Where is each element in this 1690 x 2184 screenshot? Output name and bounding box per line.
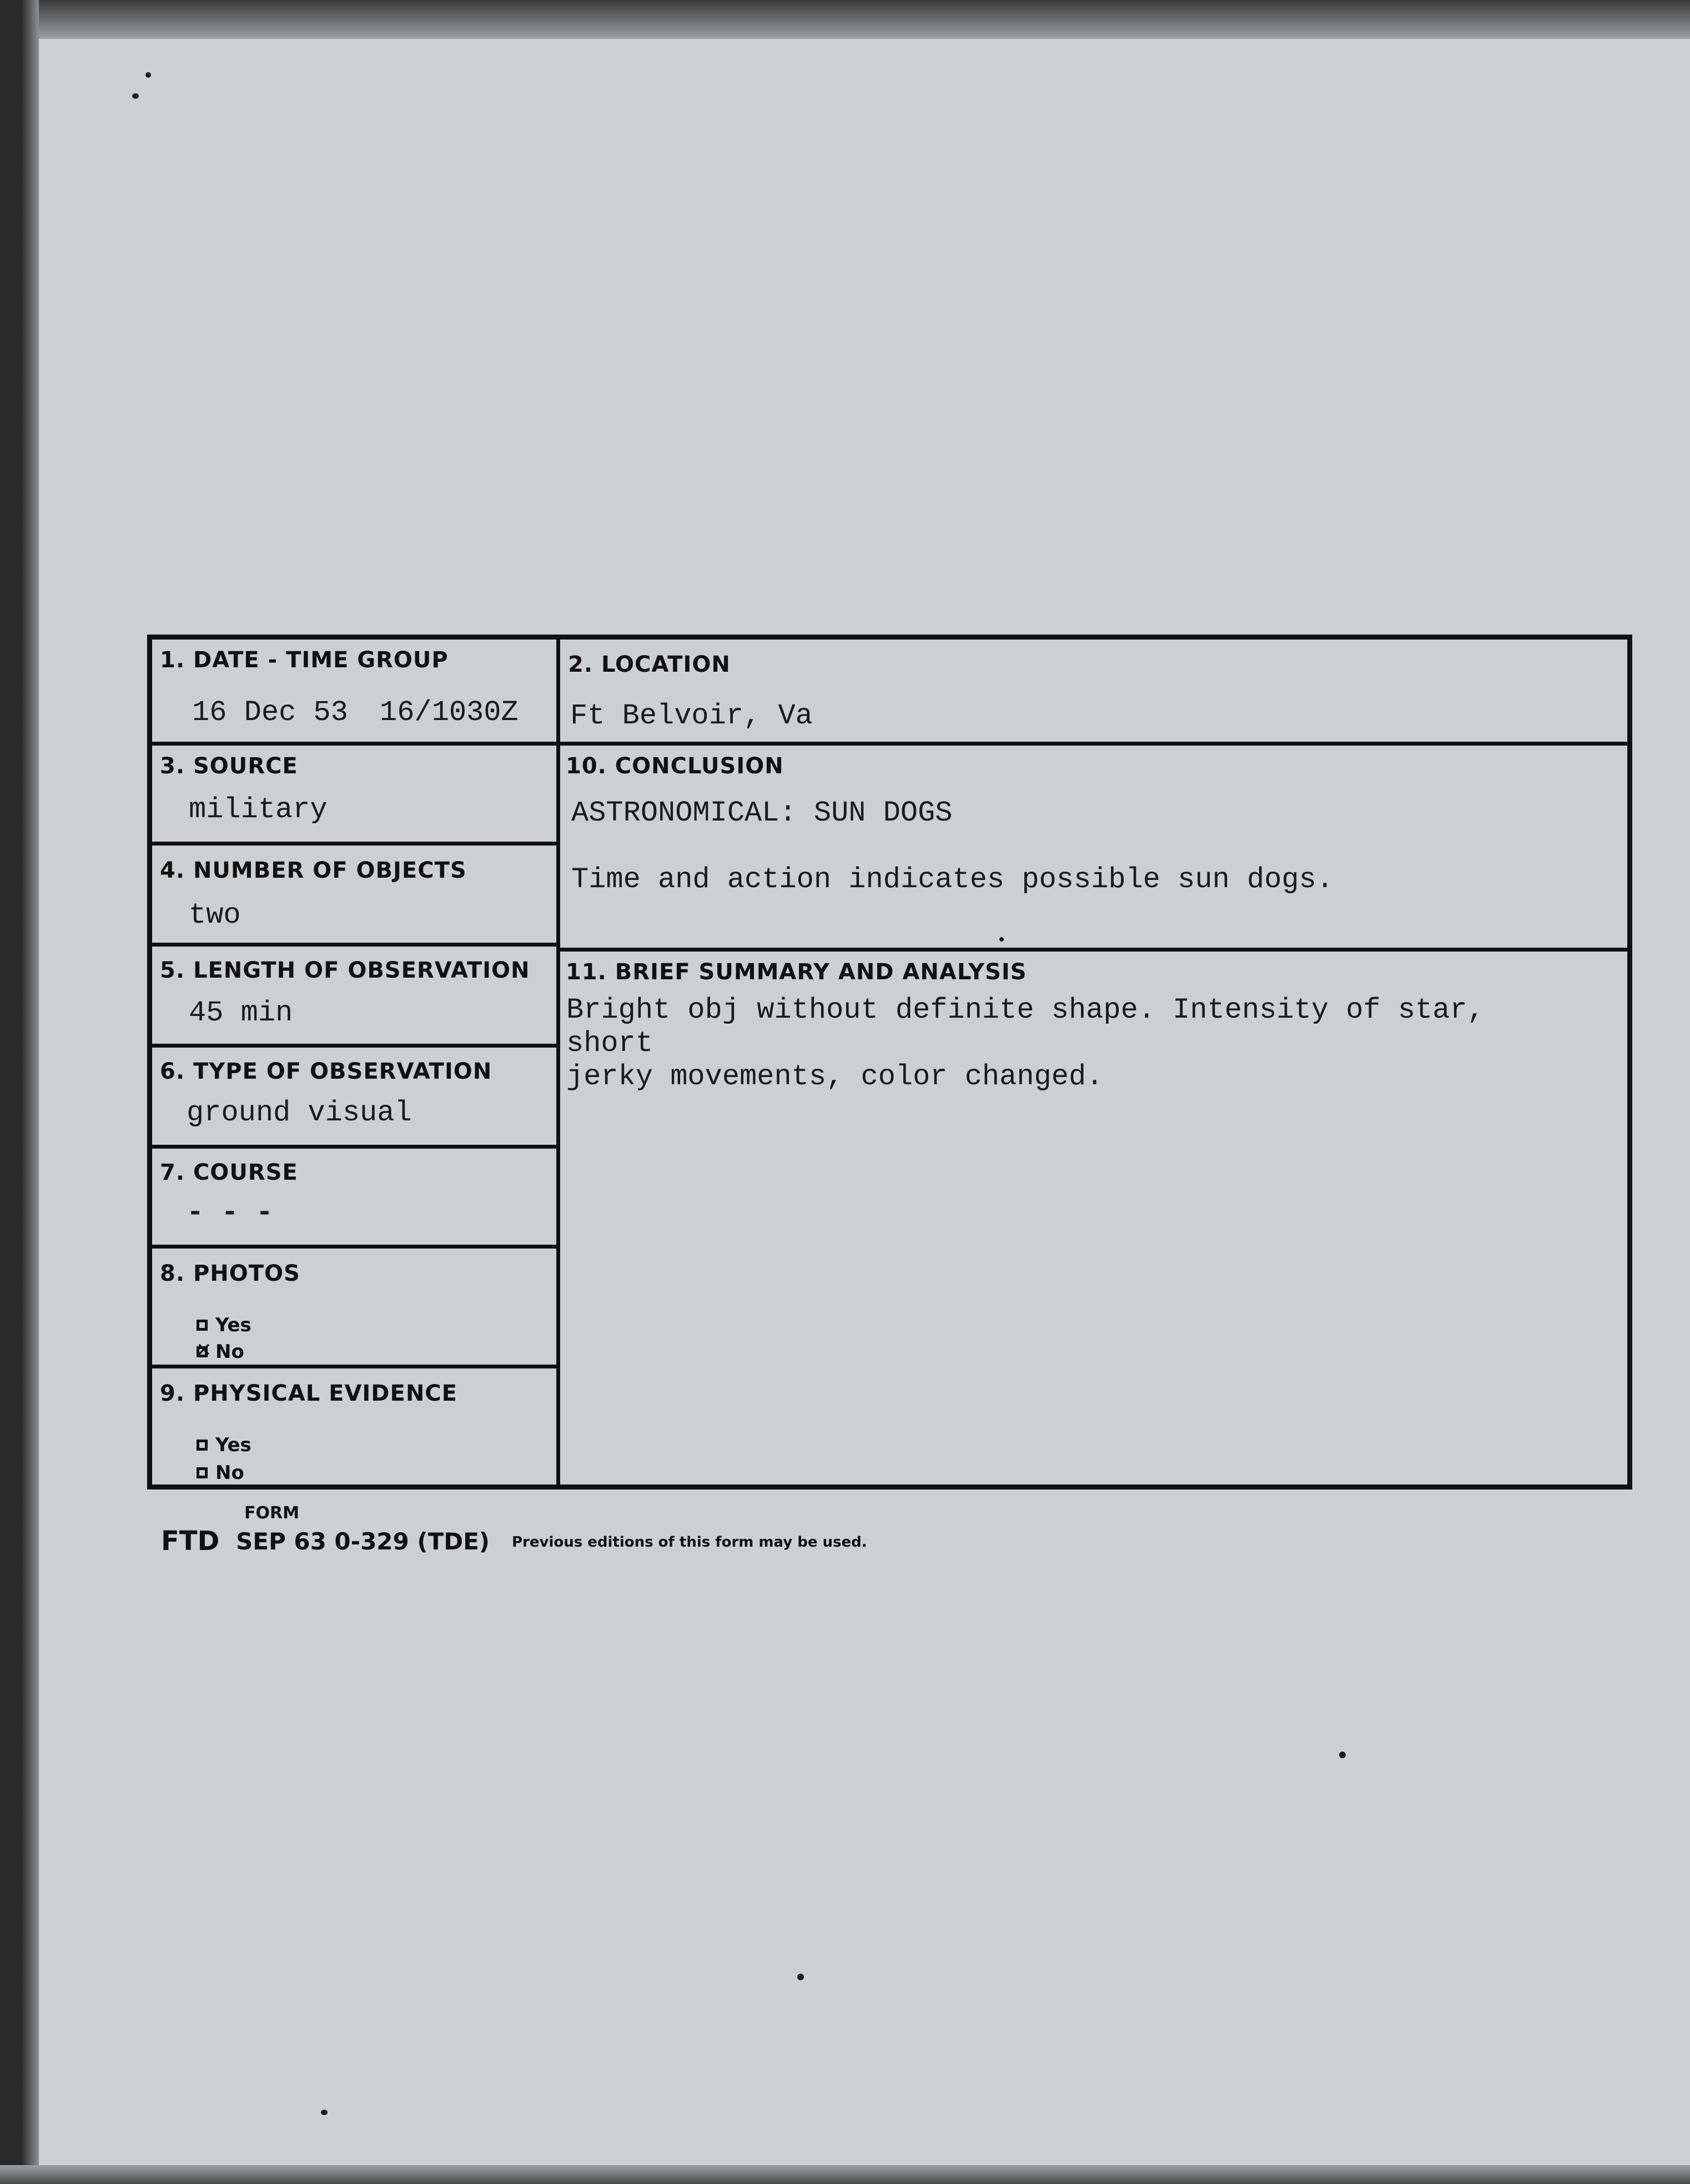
speck	[145, 72, 151, 78]
photos-no-option[interactable]	[197, 1341, 244, 1363]
speck	[132, 93, 139, 99]
scan-edge-bottom	[0, 2165, 1690, 2184]
row-divider	[152, 1365, 558, 1368]
physical-evidence-no-option[interactable]	[197, 1462, 244, 1484]
conclusion-headline: ASTRONOMICAL: SUN DOGS	[571, 797, 953, 829]
footer-form-word: FORM	[244, 1503, 299, 1523]
row-divider	[152, 943, 558, 947]
row-divider	[152, 1044, 558, 1048]
number-of-objects-value: two	[189, 899, 241, 932]
location-label: 2. LOCATION	[568, 652, 731, 677]
length-of-observation-value: 45 min	[189, 997, 293, 1029]
photos-yes-label: Yes	[215, 1314, 252, 1336]
physical-evidence-no-label: No	[215, 1462, 244, 1484]
conclusion-cell	[560, 746, 1632, 948]
physical-evidence-label: 9. PHYSICAL EVIDENCE	[160, 1381, 457, 1406]
physical-evidence-yes-label: Yes	[215, 1434, 252, 1456]
summary-line-1: Bright obj without definite shape. Intensity of star, short	[566, 994, 1485, 1060]
number-of-objects-label: 4. NUMBER OF OBJECTS	[160, 858, 467, 883]
scan-edge-top	[0, 0, 1690, 39]
length-of-observation-cell	[152, 947, 556, 1044]
summary-text	[566, 994, 1566, 1094]
photos-label: 8. PHOTOS	[160, 1261, 300, 1286]
footer-ftd: FTD	[161, 1526, 220, 1557]
type-of-observation-label: 6. TYPE OF OBSERVATION	[160, 1059, 492, 1084]
row-divider	[152, 842, 558, 846]
location-value: Ft Belvoir, Va	[570, 700, 813, 732]
footer-editions-note: Previous editions of this form may be used.	[512, 1534, 867, 1551]
time-value: 16/1030Z	[380, 696, 519, 729]
type-of-observation-cell	[152, 1048, 556, 1145]
speck	[321, 2110, 328, 2115]
physical-evidence-cell	[152, 1368, 556, 1489]
physical-evidence-yes-checkbox[interactable]	[197, 1440, 208, 1451]
speck	[1339, 1752, 1346, 1758]
row-divider	[152, 742, 1627, 746]
date-value: 16 Dec 53	[192, 696, 348, 729]
speck	[797, 1974, 804, 1980]
course-label: 7. COURSE	[160, 1160, 298, 1185]
length-of-observation-label: 5. LENGTH OF OBSERVATION	[160, 958, 530, 983]
summary-label: 11. BRIEF SUMMARY AND ANALYSIS	[566, 959, 1027, 985]
photos-yes-option[interactable]	[197, 1314, 252, 1336]
scan-edge-left	[0, 0, 39, 2184]
summary-line-2: jerky movements, color changed.	[566, 1060, 1104, 1093]
footer-form-code: SEP 63 0-329 (TDE)	[236, 1528, 490, 1555]
source-value: military	[189, 793, 328, 826]
source-cell	[152, 746, 556, 842]
conclusion-label: 10. CONCLUSION	[566, 753, 784, 779]
row-divider	[558, 948, 1632, 952]
row-divider	[152, 1245, 558, 1249]
row-divider	[152, 1145, 558, 1149]
photos-no-checkbox[interactable]	[197, 1346, 208, 1357]
photos-yes-checkbox[interactable]	[197, 1320, 208, 1331]
course-cell	[152, 1149, 556, 1245]
location-cell	[560, 640, 1632, 742]
date-time-label: 1. DATE - TIME GROUP	[160, 647, 449, 673]
conclusion-detail: Time and action indicates possible sun dogs.	[571, 863, 1334, 896]
physical-evidence-no-checkbox[interactable]	[197, 1467, 208, 1478]
physical-evidence-yes-option[interactable]	[197, 1434, 252, 1456]
photos-no-label: No	[215, 1341, 244, 1363]
date-time-cell	[152, 640, 556, 742]
course-value: - - -	[187, 1196, 274, 1229]
photos-cell	[152, 1249, 556, 1365]
column-divider	[556, 640, 560, 1484]
number-of-objects-cell	[152, 846, 556, 943]
source-label: 3. SOURCE	[160, 753, 298, 779]
type-of-observation-value: ground visual	[187, 1096, 412, 1129]
